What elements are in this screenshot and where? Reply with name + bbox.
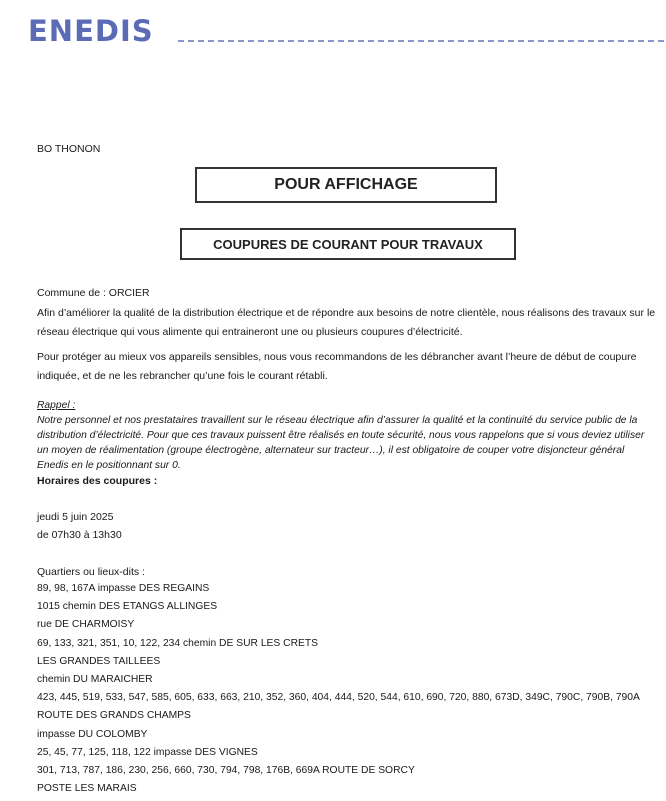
logo-text: ENEDIS — [28, 14, 154, 48]
coupures-title: COUPURES DE COURANT POUR TRAVAUX — [213, 236, 483, 252]
schedule-time: de 07h30 à 13h30 — [37, 529, 122, 541]
list-item: 69, 133, 321, 351, 10, 122, 234 chemin DE SUR LES CRETS — [37, 637, 319, 649]
horaires-heading: Horaires des coupures : — [37, 475, 158, 487]
list-item: rue DE CHARMOISY — [37, 619, 135, 631]
coupures-title-box — [180, 228, 516, 260]
list-item: impasse DU COLOMBY — [37, 728, 148, 740]
logo-divider-line — [178, 40, 664, 42]
enedis-logo — [28, 14, 154, 48]
rappel-block — [37, 398, 657, 473]
schedule-date: jeudi 5 juin 2025 — [37, 511, 114, 523]
list-item: chemin DU MARAICHER — [37, 674, 153, 686]
list-item: 423, 445, 519, 533, 547, 585, 605, 633, 663, 210, 352, 360, 404, 444, 520, 544, 610, 690, 720, 880, 673D, 349C, 790C, 790B, 790A — [37, 692, 640, 704]
list-item: LES GRANDES TAILLEES — [37, 655, 161, 667]
list-item: 89, 98, 167A impasse DES REGAINS — [37, 583, 210, 594]
protect-paragraph: Pour protéger au mieux vos appareils sensibles, nous vous recommandons de les débrancher avant l’heure de début de coupure indiquée, et de ne les rebrancher qu’une fois le courant rétabli. — [37, 351, 637, 382]
agency-label: BO THONON — [37, 143, 101, 155]
rappel-text: Notre personnel et nos prestataires travaillent sur le réseau électrique afin d’assurer la qualité et la continuité du service public de la distribution d’électricité. Pour que ces travaux puissent être réalisés en toute sécurité, nous vous rappelons que si vous deviez utiliser un moyen de réalimentation (groupe électrogène, alternateur sur tracteur…), il est obligatoire de couper votre disjoncteur général Enedis en le positionnant sur 0. — [37, 415, 645, 471]
locations-list — [37, 580, 640, 798]
commune-line: Commune de : ORCIER — [37, 287, 150, 299]
locations-heading: Quartiers ou lieux-dits : — [37, 566, 145, 578]
list-item: 301, 713, 787, 186, 230, 256, 660, 730, 794, 798, 176B, 669A ROUTE DE SORCY — [37, 765, 415, 777]
rappel-title: Rappel : — [37, 400, 76, 411]
pour-affichage-title: POUR AFFICHAGE — [274, 176, 418, 193]
pour-affichage-box — [195, 167, 497, 203]
list-item: ROUTE DES GRANDS CHAMPS — [37, 710, 191, 722]
list-item: 1015 chemin DES ETANGS ALLINGES — [37, 601, 218, 613]
list-item: 25, 45, 77, 125, 118, 122 impasse DES VIGNES — [37, 746, 258, 758]
intro-paragraph: Afin d’améliorer la qualité de la distribution électrique et de répondre aux besoins de notre clientèle, nous réalisons des travaux sur le réseau électrique qui vous alimente qui entraineront une ou plusieurs coupures d’électricité. — [37, 307, 656, 338]
list-item: POSTE LES MARAIS — [37, 783, 137, 795]
